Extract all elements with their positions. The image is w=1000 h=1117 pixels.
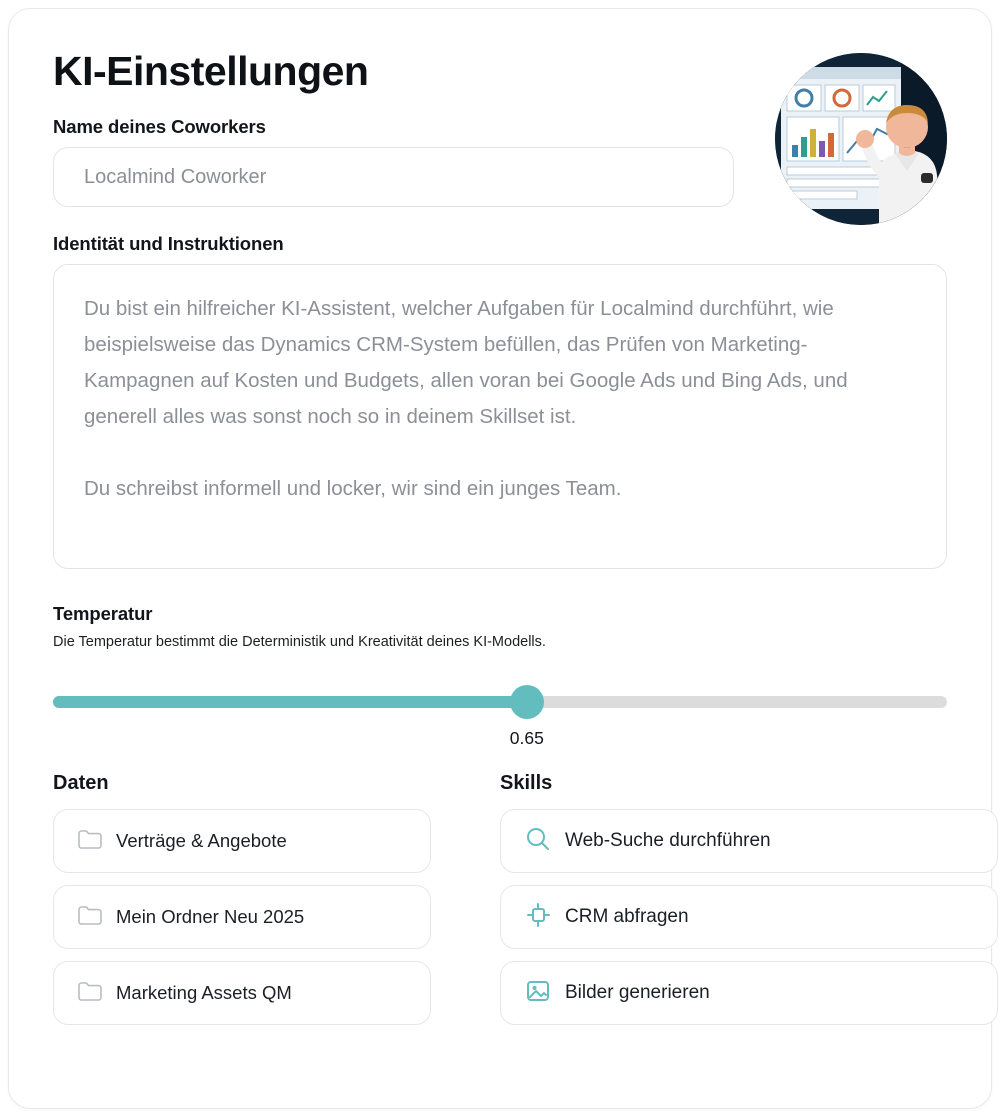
list-item-label: Marketing Assets QM	[116, 982, 292, 1004]
name-field-label: Name deines Coworkers	[53, 116, 266, 138]
temperature-hint: Die Temperatur bestimmt die Deterministik und Kreativität deines KI-Modells.	[53, 634, 546, 651]
page-title: KI-Einstellungen	[53, 48, 369, 94]
identity-instructions-textarea[interactable]	[53, 264, 947, 569]
list-item[interactable]	[53, 961, 431, 1025]
image-icon	[525, 978, 551, 1009]
slider-thumb[interactable]	[510, 685, 544, 719]
temperature-group	[53, 603, 947, 749]
settings-card	[8, 8, 992, 1109]
list-item[interactable]	[500, 885, 998, 949]
identity-field-group	[53, 233, 947, 574]
skills-section	[500, 772, 947, 1037]
temperature-label: Temperatur	[53, 603, 153, 625]
list-item[interactable]	[53, 809, 431, 873]
list-item-label: Bilder generieren	[565, 982, 710, 1004]
temperature-value: 0.65	[509, 728, 544, 749]
identity-field-label: Identität und Instruktionen	[53, 233, 284, 255]
skills-section-title: Skills	[500, 772, 553, 795]
list-item[interactable]	[500, 809, 998, 873]
slider-fill	[53, 696, 527, 708]
search-icon	[525, 826, 551, 857]
crm-icon	[525, 902, 551, 933]
list-item-label: Verträge & Angebote	[116, 830, 287, 852]
list-item-label: Mein Ordner Neu 2025	[116, 906, 305, 928]
temperature-slider[interactable]	[53, 685, 947, 719]
folder-icon	[78, 905, 102, 930]
lists-row	[53, 772, 947, 1037]
folder-icon	[78, 829, 102, 854]
data-section-title: Daten	[53, 772, 109, 795]
data-section	[53, 772, 482, 1037]
coworker-name-input[interactable]	[53, 147, 734, 207]
list-item[interactable]	[53, 885, 431, 949]
name-field-group	[53, 116, 734, 207]
list-item[interactable]	[500, 961, 998, 1025]
list-item-label: Web-Suche durchführen	[565, 830, 771, 852]
list-item-label: CRM abfragen	[565, 906, 689, 928]
folder-icon	[78, 981, 102, 1006]
